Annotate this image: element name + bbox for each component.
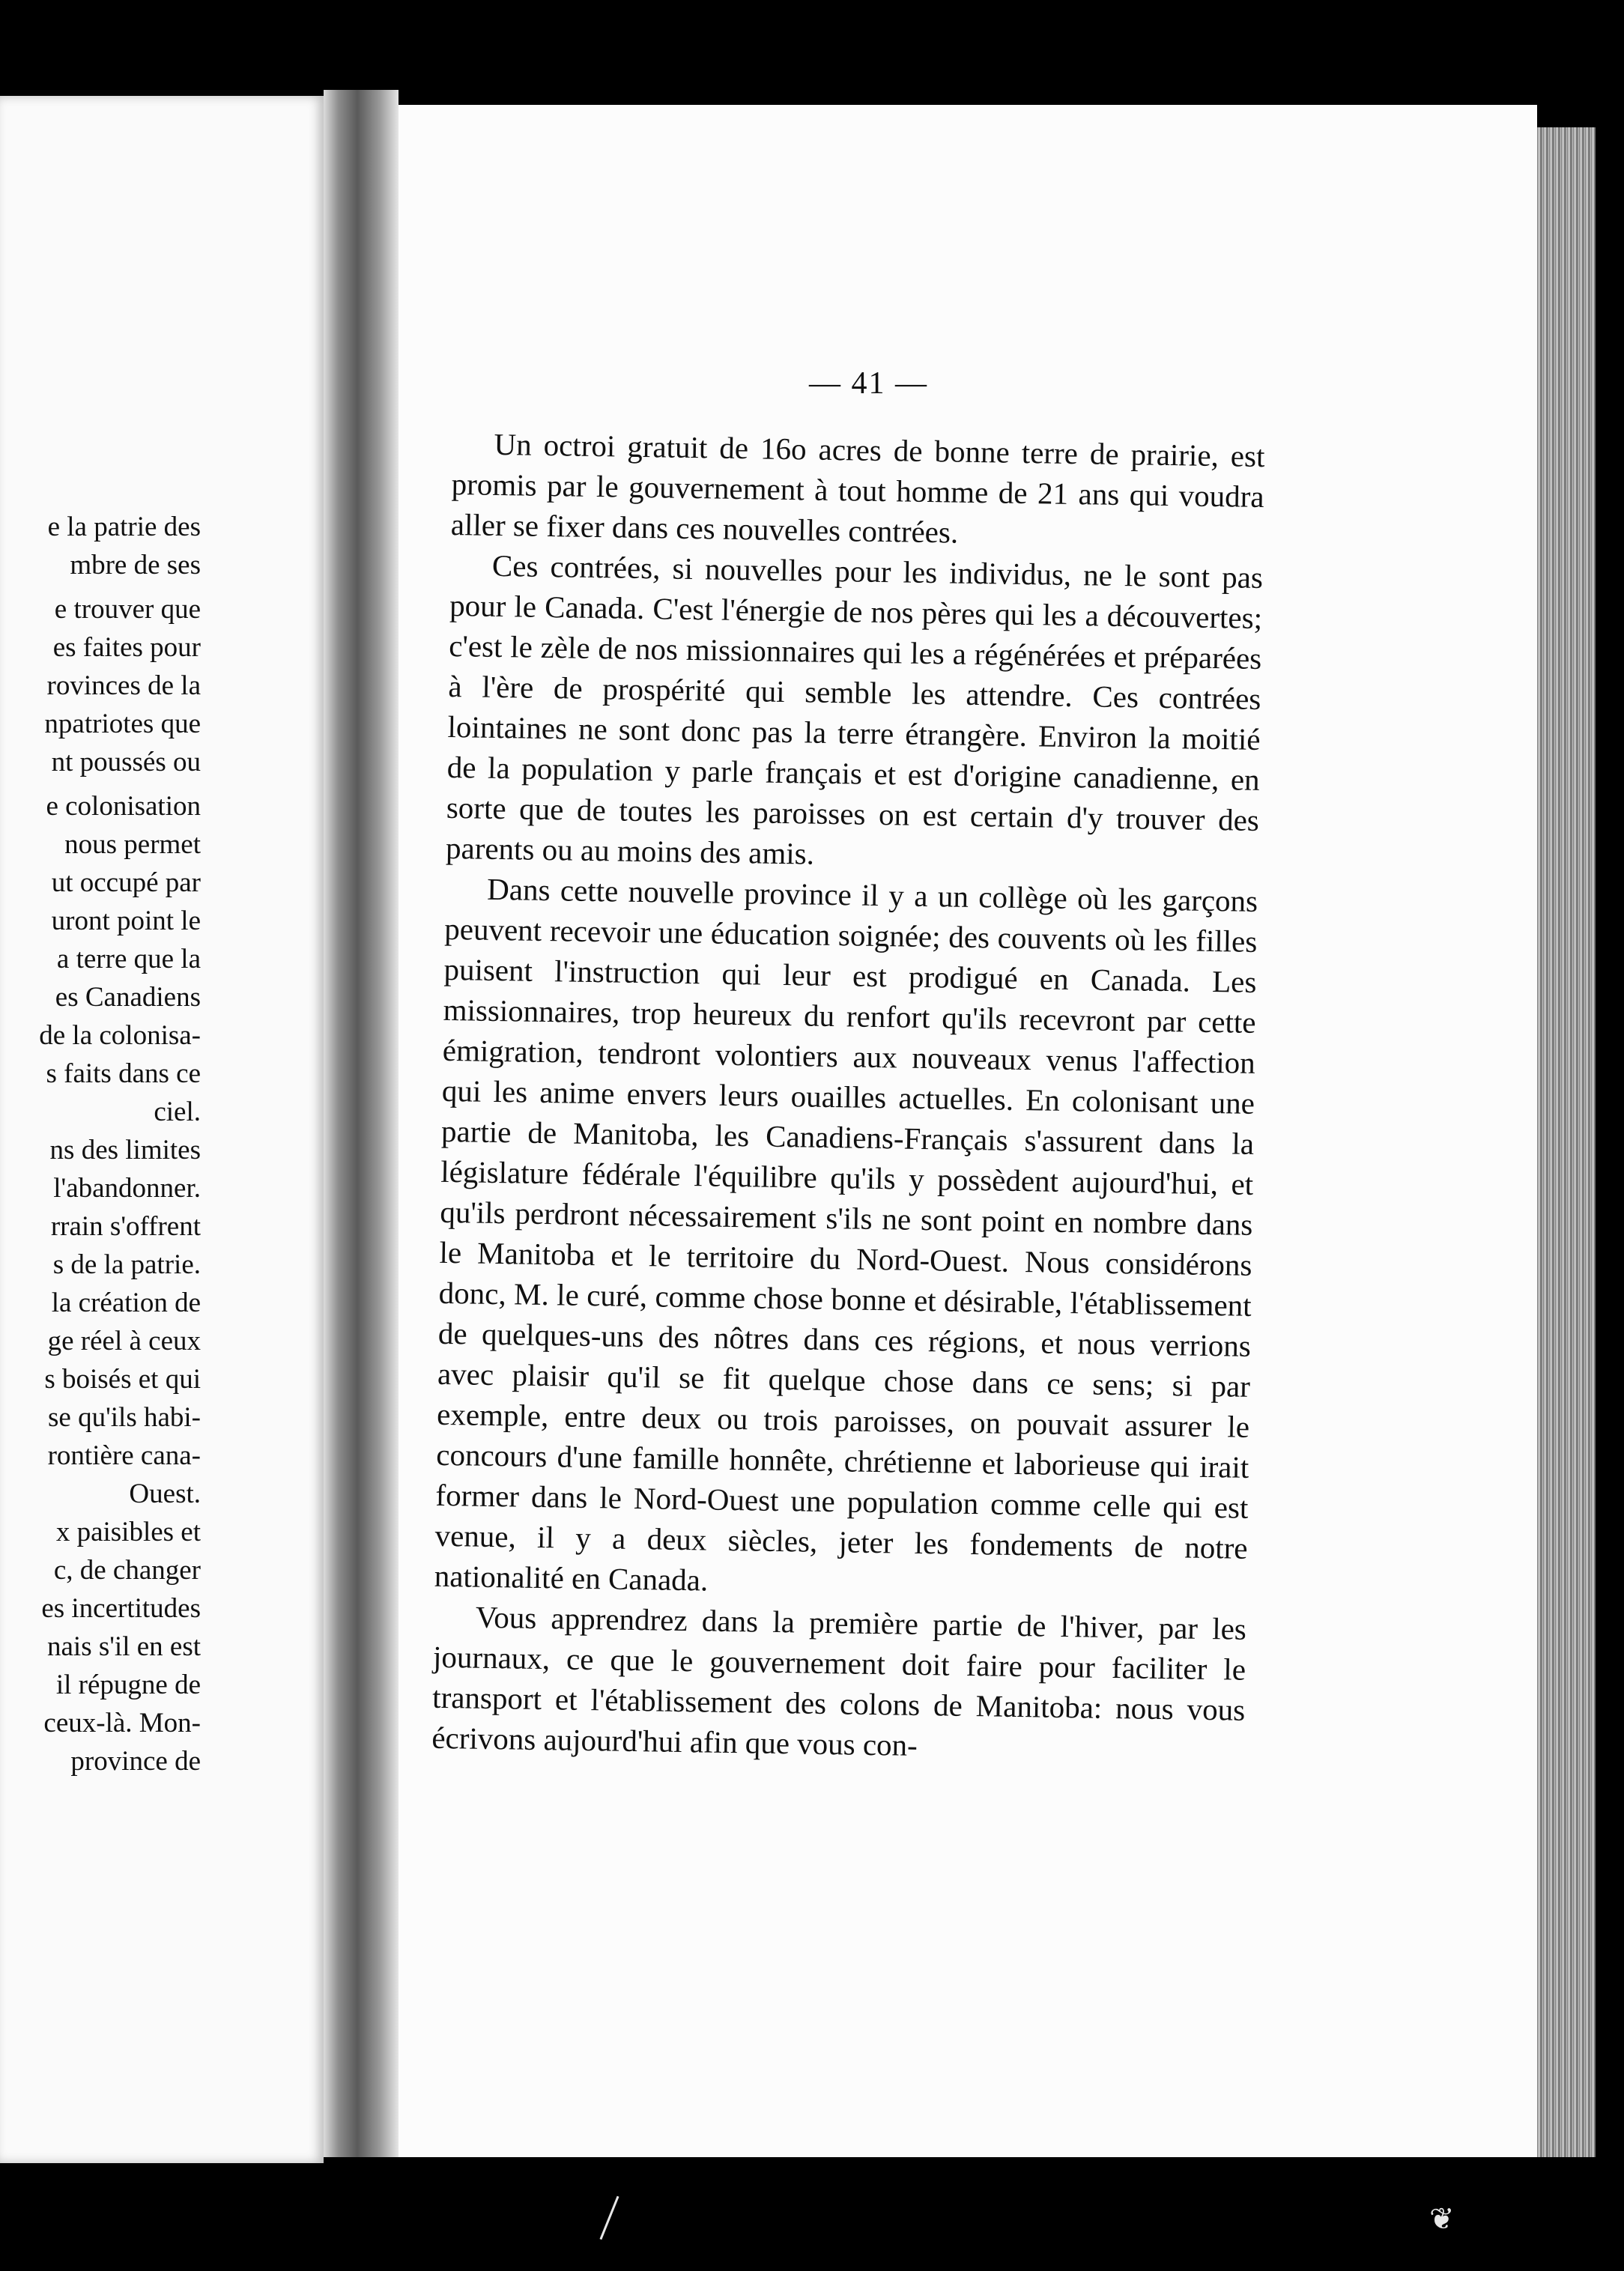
left-page-text (0, 508, 201, 1780)
left-page-line: de la colonisa- (39, 1020, 201, 1051)
left-page-line: s de la patrie. (52, 1249, 201, 1280)
left-page-line: rovinces de la (46, 670, 201, 701)
paragraph: Dans cette nouvelle province il y a un collège où les garçons peuvent recevoir une éducation soignée; des couvents où les filles puisent l'instruction qui leur est prodigué en Canada. Les missionnaires, trop heureux du renfort qu'ils recevront par cette émigration, tendront volontiers aux nouveaux venus l'affection qui les anime envers leurs ouailles actuelles. En colonisant une partie de Manitoba, les Canadiens-Français s'assurent dans la législature fédérale l'équilibre qu'ils y possèdent aujourd'hui, et qu'ils perdront nécessairement s'ils ne sont point en nombre dans le Manitoba et le territoire du Nord-Ouest. Nous considérons donc, M. le curé, comme chose bonne et désirable, l'établissement de quelques-uns des nôtres dans ces régions, et nous verrions avec plaisir qu'il se fit quelque chose dans ce sens; si par exemple, entre deux ou trois paroisses, on pouvait assurer le concours d'une famille honnête, chrétienne et laborieuse qui irait former dans le Nord-Ouest une population comme celle qui est venue, il y a deux siècles, jeter les fondements de notre nationalité en Canada. (434, 871, 1258, 1598)
left-page-line (0, 584, 201, 590)
left-page-line (0, 781, 201, 787)
left-page-line: nt poussés ou (51, 747, 201, 777)
left-page-line: e trouver que (54, 594, 201, 625)
left-page-line: l'abandonner. (53, 1173, 201, 1204)
left-page-line: es incertitudes (41, 1593, 201, 1624)
left-page-line: uront point le (51, 906, 201, 936)
page-number: — 41 — (809, 366, 928, 401)
left-page-line: nous permet (64, 829, 201, 860)
left-page-line: province de (70, 1746, 201, 1777)
left-page-line: la création de (51, 1288, 201, 1318)
left-page-line: x paisibles et (55, 1517, 201, 1547)
left-page-line: es Canadiens (55, 982, 201, 1013)
left-page-line: s boisés et qui (44, 1364, 201, 1395)
left-page-line: ge réel à ceux (47, 1326, 201, 1356)
paragraph: Vous apprendrez dans la première partie de l'hiver, par les journaux, ce que le gouvernement doit faire pour faciliter le transport et l'établissement des colons de Manitoba: nous vous écrivons aujourd'hui afin que vous con- (431, 1599, 1247, 1762)
left-page-line: il répugne de (55, 1670, 201, 1700)
fleuron-icon: ❦ (1429, 2202, 1455, 2237)
left-page-line: s faits dans ce (46, 1058, 201, 1089)
left-page-line: ns des limites (49, 1135, 201, 1165)
left-page (0, 96, 324, 2163)
left-page-line: rontière cana- (47, 1440, 201, 1471)
left-page-line: ceux-là. Mon- (43, 1708, 201, 1738)
left-page-line: es faites pour (52, 632, 201, 663)
left-page-line: ciel. (154, 1097, 201, 1127)
left-page-line: e colonisation (46, 791, 201, 822)
paragraph: Ces contrées, si nouvelles pour les individus, ne le sont pas pour le Canada. C'est l'énergie de nos pères qui les a découvertes; c'est le zèle de nos missionnaires qui les a régénérées et préparées à l'ère de prospérité qui semble les attendre. Ces contrées lointaines ne sont donc pas la terre étrangère. Environ la moitié de la population y parle français et est d'origine canadienne, en sorte que de toutes les paroisses on est certain d'y trouver des parents ou au moins des amis. (445, 548, 1264, 871)
left-page-line: a terre que la (56, 944, 201, 974)
left-page-line: c, de changer (53, 1555, 201, 1586)
page-body (431, 423, 1265, 1771)
left-page-line: mbre de ses (70, 550, 201, 580)
left-page-line: rrain s'offrent (50, 1211, 201, 1242)
left-page-line: nais s'il en est (47, 1631, 201, 1662)
paragraph: Un octroi gratuit de 16o acres de bonne terre de prairie, est promis par le gouvernement à tout homme de 21 ans qui voudra aller se fixer dans ces nouvelles contrées. (450, 426, 1265, 550)
left-page-line: Ouest. (129, 1479, 201, 1509)
left-page-line: npatriotes que (44, 709, 201, 739)
left-page-line: e la patrie des (47, 512, 201, 542)
book-gutter (324, 90, 399, 2157)
left-page-line: se qu'ils habi- (48, 1402, 201, 1433)
scan-mark (599, 2196, 619, 2240)
page-edges (1537, 127, 1596, 2157)
left-page-line: ut occupé par (51, 867, 201, 898)
